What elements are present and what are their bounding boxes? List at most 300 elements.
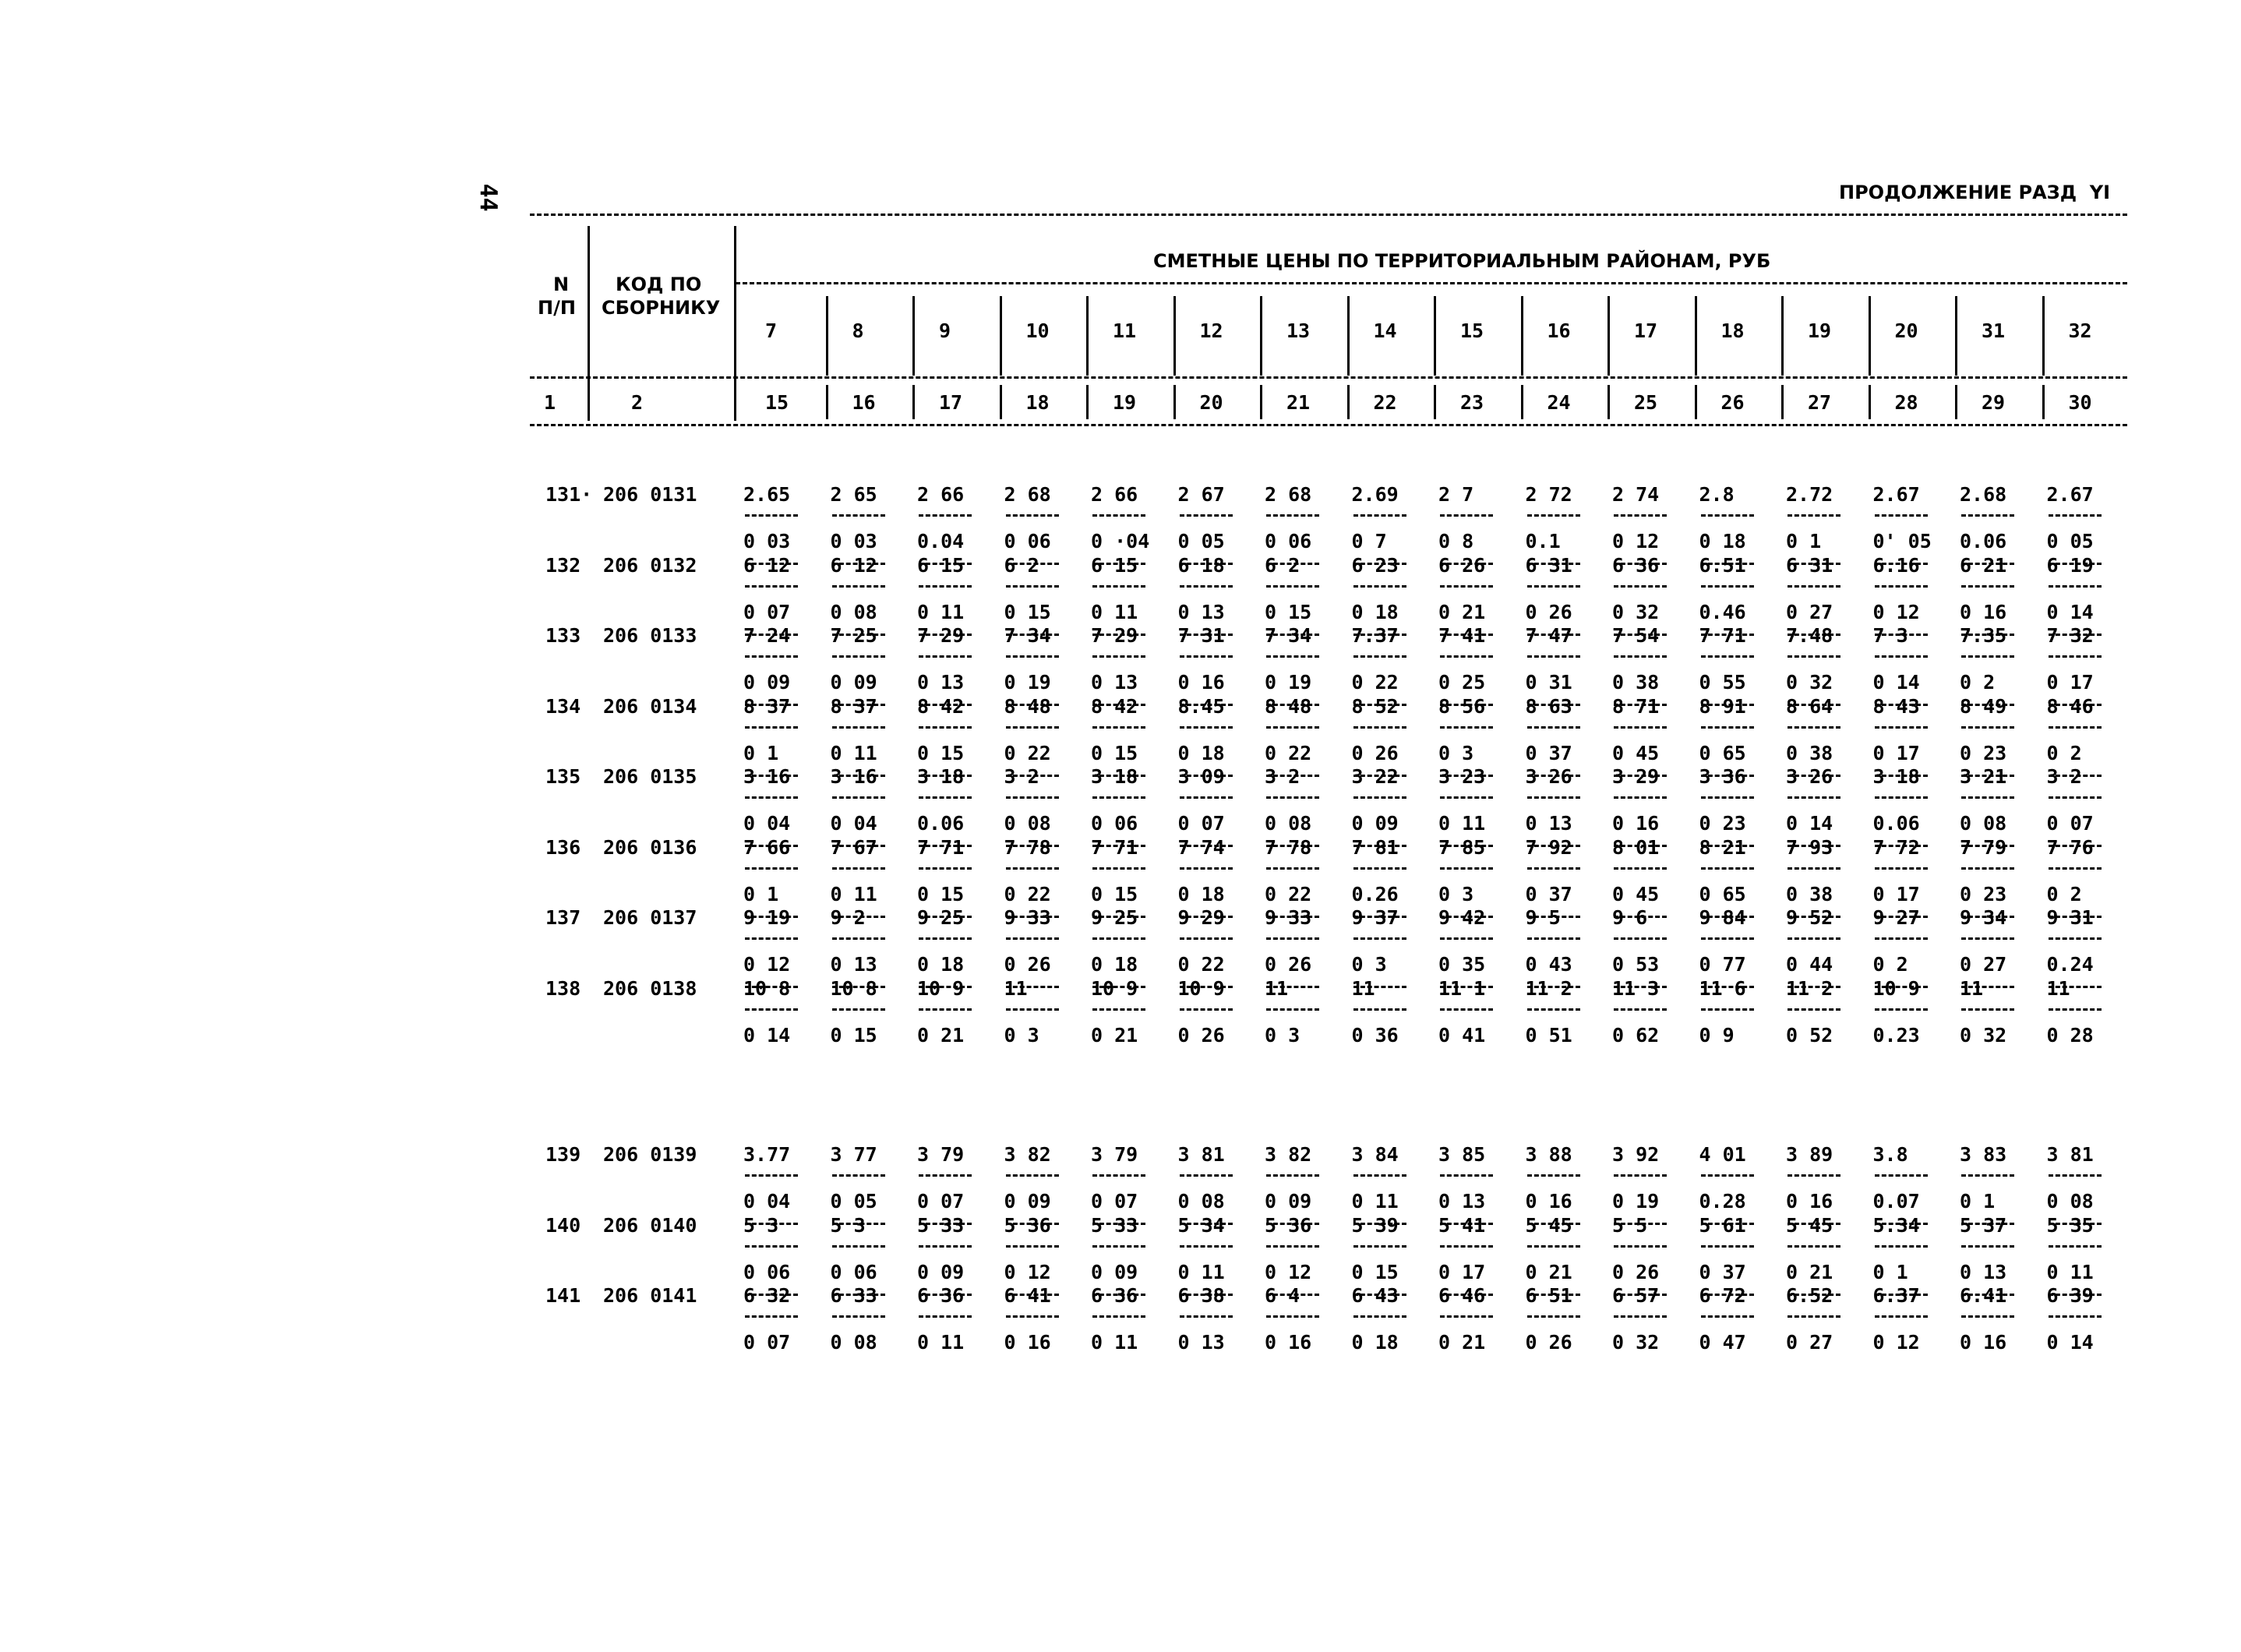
price-value: 3 36 (1699, 765, 1746, 788)
district-divider (1086, 296, 1089, 376)
num-label-1: N (553, 274, 570, 295)
price-value-secondary: 0 11 (1438, 812, 1486, 835)
district-divider (1000, 296, 1002, 376)
price-value: 6 2 (1004, 553, 1039, 577)
price-value: 5 36 (1004, 1213, 1051, 1237)
price-value-secondary: 0 17 (1872, 741, 1920, 764)
fraction-bar (1092, 655, 1145, 658)
price-value: 3 81 (2046, 1143, 2094, 1166)
price-value-secondary: 0 09 (917, 1260, 965, 1283)
price-value: 9 52 (1786, 906, 1833, 929)
fraction-bar (1180, 1245, 1233, 1248)
code-label-2: СБОРНИКУ (602, 297, 721, 319)
price-value: 3 26 (1525, 765, 1572, 788)
fraction-bar (1266, 585, 1319, 588)
price-value: 2.69 (1351, 483, 1399, 506)
fraction-bar (1092, 1315, 1145, 1318)
price-value: 6 15 (1091, 553, 1138, 577)
price-value: 3 85 (1438, 1143, 1486, 1166)
price-value-secondary: 0 13 (830, 953, 877, 976)
fraction-bar (1092, 796, 1145, 799)
price-value: 7 29 (1091, 624, 1138, 647)
fraction-bar (1788, 726, 1840, 729)
price-value: 9 25 (1091, 906, 1138, 929)
price-value-secondary: 0 62 (1612, 1023, 1660, 1047)
fraction-bar (1961, 585, 2014, 588)
district-divider (1781, 296, 1784, 376)
price-value-secondary: 0 21 (1786, 1260, 1833, 1283)
fraction-bar (745, 514, 798, 517)
fraction-bar (1961, 655, 2014, 658)
fraction-bar (745, 937, 798, 940)
fraction-bar (1788, 585, 1840, 588)
price-value-secondary: 0 26 (1004, 953, 1051, 976)
price-value-secondary: 0 11 (830, 741, 877, 764)
price-value: 3 29 (1612, 765, 1660, 788)
price-value: 11 3 (1612, 976, 1660, 1000)
price-value: 5 35 (2046, 1213, 2094, 1237)
fraction-bar (1180, 937, 1233, 940)
price-value-secondary: 0' 05 (1872, 530, 1932, 552)
price-value-secondary: 0.26 (1351, 882, 1399, 905)
price-value: 2 72 (1525, 483, 1572, 506)
fraction-bar (1353, 1245, 1406, 1248)
price-value-secondary: 0 2 (2046, 882, 2082, 905)
price-value-secondary: 0 12 (743, 953, 791, 976)
district-label: 13 (1286, 319, 1311, 342)
price-value: 6 32 (743, 1284, 791, 1307)
fraction-bar (1701, 867, 1754, 870)
price-value: 5 3 (743, 1213, 779, 1237)
fraction-bar (1527, 1245, 1580, 1248)
fraction-bar (1353, 585, 1406, 588)
price-value-secondary: 0 65 (1699, 882, 1746, 905)
price-value-secondary: 0 04 (830, 812, 877, 835)
price-value: 2 66 (917, 483, 965, 506)
fraction-bar (1266, 937, 1319, 940)
fraction-bar (1614, 585, 1667, 588)
fraction-bar (832, 514, 885, 517)
district-label: 15 (1460, 319, 1484, 342)
price-value: 3 79 (1091, 1143, 1138, 1166)
price-value: 9 6 (1612, 906, 1648, 929)
price-value-secondary: 0 09 (830, 671, 877, 694)
price-value-secondary: 0.06 (1960, 530, 2007, 552)
price-value-secondary: 0 11 (1091, 1331, 1138, 1354)
fraction-bar (1527, 1315, 1580, 1318)
fraction-bar (1092, 585, 1145, 588)
price-value: 7 32 (2046, 624, 2094, 647)
price-value: 6 36 (917, 1284, 965, 1307)
price-value-secondary: 0 26 (1177, 1023, 1225, 1047)
price-value: 3 18 (1872, 765, 1920, 788)
fraction-bar (1527, 1174, 1580, 1177)
price-value: 9 31 (2046, 906, 2094, 929)
fraction-bar (919, 796, 972, 799)
price-value-secondary: 0 3 (1004, 1023, 1039, 1047)
price-value: 9 37 (1351, 906, 1399, 929)
price-value-secondary: 0 14 (2046, 600, 2094, 623)
price-value-secondary: 0 12 (1872, 1331, 1920, 1354)
fraction-bar (1701, 1174, 1754, 1177)
price-value: 8 91 (1699, 694, 1746, 718)
price-value: 3 2 (1265, 765, 1300, 788)
price-value: 10 9 (1091, 976, 1138, 1000)
fraction-bar (745, 1315, 798, 1318)
fraction-bar (1614, 1315, 1667, 1318)
price-value: 6 72 (1699, 1284, 1746, 1307)
column-number-divider (1869, 385, 1871, 419)
fraction-bar (745, 726, 798, 729)
fraction-bar (919, 1245, 972, 1248)
column-number: 16 (852, 391, 876, 414)
fraction-bar (1961, 937, 2014, 940)
column-number: 28 (1894, 391, 1918, 414)
fraction-bar (1006, 585, 1059, 588)
price-value-secondary: 0 05 (1177, 530, 1225, 552)
price-value: 7 72 (1872, 835, 1920, 859)
price-value-secondary: 0 27 (1960, 953, 2007, 976)
price-value-secondary: 0.23 (1872, 1023, 1920, 1047)
fraction-bar (1875, 655, 1928, 658)
column-number-divider (1173, 385, 1176, 419)
fraction-bar (832, 867, 885, 870)
price-value-secondary: 0 12 (1004, 1260, 1051, 1283)
row-number: 137 (545, 906, 581, 929)
fraction-bar (1701, 937, 1754, 940)
fraction-bar (1266, 655, 1319, 658)
fraction-bar (1788, 514, 1840, 517)
price-value-secondary: 0 15 (830, 1023, 877, 1047)
price-value: 6 51 (1525, 1284, 1572, 1307)
fraction-bar (1961, 1008, 2014, 1011)
price-value-secondary: 0 19 (1265, 671, 1312, 694)
column-number-divider (1781, 385, 1784, 419)
district-divider (2042, 296, 2045, 376)
fraction-bar (745, 1245, 798, 1248)
price-value: 7 74 (1177, 835, 1225, 859)
fraction-bar (745, 1174, 798, 1177)
price-value: 5 41 (1438, 1213, 1486, 1237)
price-value-secondary: 0 09 (1004, 1190, 1051, 1213)
price-value-secondary: 0 07 (2046, 812, 2094, 835)
fraction-bar (1961, 796, 2014, 799)
price-value: 10 8 (830, 976, 877, 1000)
district-label: 9 (939, 319, 951, 342)
price-value-secondary: 0 37 (1525, 882, 1572, 905)
price-value: 7.35 (1960, 624, 2007, 647)
price-value: 7 93 (1786, 835, 1833, 859)
fraction-bar (1875, 1174, 1928, 1177)
price-value-secondary: 0 14 (1872, 671, 1920, 694)
fraction-bar (1006, 1008, 1059, 1011)
row-number: 139 (545, 1143, 581, 1166)
price-value: 3 88 (1525, 1143, 1572, 1166)
price-value-secondary: 0 32 (1612, 1331, 1660, 1354)
price-value-secondary: 0 12 (1612, 530, 1660, 552)
price-value-secondary: 0 65 (1699, 741, 1746, 764)
price-value-secondary: 0 06 (1004, 530, 1051, 552)
price-value-secondary: 0 13 (1525, 812, 1572, 835)
price-value-secondary: 0 18 (1091, 953, 1138, 976)
fraction-bar (1353, 796, 1406, 799)
price-value-secondary: 0 05 (2046, 530, 2094, 552)
fraction-bar (2049, 937, 2102, 940)
price-value-secondary: 0 23 (1960, 882, 2007, 905)
fraction-bar (1092, 1008, 1145, 1011)
fraction-bar (1353, 1315, 1406, 1318)
price-value-secondary: 0 22 (1004, 741, 1051, 764)
column-number-divider (1347, 385, 1350, 419)
price-value: 7 41 (1438, 624, 1486, 647)
price-value: 5 34 (1177, 1213, 1225, 1237)
price-value: 11 1 (1438, 976, 1486, 1000)
price-value-secondary: 0 11 (917, 1331, 965, 1354)
fraction-bar (1875, 726, 1928, 729)
price-value-secondary: 0 14 (2046, 1331, 2094, 1354)
price-value: 3 83 (1960, 1143, 2007, 1166)
price-value-secondary: 0.06 (1872, 812, 1920, 835)
price-value-secondary: 0 17 (2046, 671, 2094, 694)
fraction-bar (832, 1315, 885, 1318)
price-value: 2.72 (1786, 483, 1833, 506)
fraction-bar (1440, 867, 1493, 870)
column-number: 17 (939, 391, 963, 414)
price-value-secondary: 0 28 (2046, 1023, 2094, 1047)
price-value: 3 77 (830, 1143, 877, 1166)
price-value-secondary: 0 07 (743, 1331, 791, 1354)
row-number: 131· (545, 483, 593, 506)
fraction-bar (1788, 867, 1840, 870)
fraction-bar (832, 655, 885, 658)
fraction-bar (1788, 937, 1840, 940)
price-value: 8 48 (1265, 694, 1312, 718)
price-value: 3.8 (1872, 1143, 1908, 1166)
district-divider (1173, 296, 1176, 376)
price-value-secondary: 0.28 (1699, 1190, 1746, 1213)
row-code: 206 0131 (603, 483, 697, 506)
price-value: 8 46 (2046, 694, 2094, 718)
price-value: 9 33 (1004, 906, 1051, 929)
fraction-bar (1875, 1245, 1928, 1248)
column-number: 29 (1982, 391, 2006, 414)
district-divider (1260, 296, 1262, 376)
district-label: 14 (1373, 319, 1397, 342)
price-value: 2 74 (1612, 483, 1660, 506)
price-value: 6 21 (1960, 553, 2007, 577)
row-code: 206 0136 (603, 835, 697, 859)
fraction-bar (1266, 1174, 1319, 1177)
fraction-bar (1180, 1315, 1233, 1318)
fraction-bar (1353, 1174, 1406, 1177)
fraction-bar (1961, 514, 2014, 517)
fraction-bar (1180, 726, 1233, 729)
price-value: 7 54 (1612, 624, 1660, 647)
fraction-bar (1266, 1008, 1319, 1011)
fraction-bar (2049, 585, 2102, 588)
fraction-bar (1266, 1245, 1319, 1248)
price-value-secondary: 0 22 (1265, 741, 1312, 764)
price-value: 6 26 (1438, 553, 1486, 577)
price-value-secondary: 0 26 (1612, 1260, 1660, 1283)
fraction-bar (832, 1245, 885, 1248)
price-value-secondary: 0 06 (1265, 530, 1312, 552)
fraction-bar (1440, 796, 1493, 799)
price-value-secondary: 0 26 (1525, 600, 1572, 623)
fraction-bar (1875, 585, 1928, 588)
fraction-bar (1353, 655, 1406, 658)
num-label-2: П/П (538, 297, 576, 319)
row-code: 206 0133 (603, 624, 697, 647)
price-value-secondary: 0 18 (1699, 530, 1746, 552)
price-value: 2.68 (1960, 483, 2007, 506)
column-number: 21 (1286, 391, 1311, 414)
price-value: 9 5 (1525, 906, 1561, 929)
price-value-secondary: 0 09 (1091, 1260, 1138, 1283)
fraction-bar (1006, 1245, 1059, 1248)
fraction-bar (2049, 726, 2102, 729)
price-value: 5 61 (1699, 1213, 1746, 1237)
price-value: 3 22 (1351, 765, 1399, 788)
price-value: 7 85 (1438, 835, 1486, 859)
fraction-bar (919, 1008, 972, 1011)
fraction-bar (1788, 1315, 1840, 1318)
price-value-secondary: 0 27 (1786, 1331, 1833, 1354)
price-value-secondary: 0 41 (1438, 1023, 1486, 1047)
column-number-divider (1695, 385, 1697, 419)
price-value: 8 37 (830, 694, 877, 718)
price-value: 7 29 (917, 624, 965, 647)
price-value-secondary: 0 08 (1004, 812, 1051, 835)
price-value-secondary: 0 09 (743, 671, 791, 694)
fraction-bar (1527, 1008, 1580, 1011)
price-value-secondary: 0 17 (1872, 882, 1920, 905)
fraction-bar (1701, 1315, 1754, 1318)
fraction-bar (1006, 937, 1059, 940)
price-value-secondary: 0 38 (1612, 671, 1660, 694)
price-value: 7 79 (1960, 835, 2007, 859)
price-value-secondary: 0 17 (1438, 1260, 1486, 1283)
price-value-secondary: 0 32 (1786, 671, 1833, 694)
price-value: 5 33 (1091, 1213, 1138, 1237)
price-value: 8 71 (1612, 694, 1660, 718)
fraction-bar (1353, 867, 1406, 870)
fraction-bar (1788, 1174, 1840, 1177)
price-value: 9 34 (1960, 906, 2007, 929)
price-value-secondary: 0 27 (1786, 600, 1833, 623)
fraction-bar (1006, 796, 1059, 799)
price-value-secondary: 0 11 (1177, 1260, 1225, 1283)
price-value: 3 2 (1004, 765, 1039, 788)
price-value-secondary: 0 15 (917, 741, 965, 764)
price-value-secondary: 0 11 (917, 600, 965, 623)
price-value: 8 49 (1960, 694, 2007, 718)
price-value-secondary: 0 16 (1960, 1331, 2007, 1354)
price-value-secondary: 0 14 (743, 1023, 791, 1047)
price-value-secondary: 0 13 (1177, 600, 1225, 623)
price-value-secondary: 0 3 (1438, 882, 1474, 905)
price-value: 6 19 (2046, 553, 2094, 577)
price-value: 3 18 (917, 765, 965, 788)
fraction-bar (1180, 1008, 1233, 1011)
fraction-bar (1006, 514, 1059, 517)
price-value: 8 01 (1612, 835, 1660, 859)
price-value-secondary: 0 38 (1786, 741, 1833, 764)
district-divider (1521, 296, 1523, 376)
fraction-bar (1092, 514, 1145, 517)
price-value-secondary: 0 22 (1177, 953, 1225, 976)
price-value-secondary: 0 11 (2046, 1260, 2094, 1283)
price-value-secondary: 0 3 (1265, 1023, 1300, 1047)
price-value-secondary: 0 09 (1351, 812, 1399, 835)
price-value: 9 84 (1699, 906, 1746, 929)
fraction-bar (1614, 1245, 1667, 1248)
price-value-secondary: 0 3 (1438, 741, 1474, 764)
fraction-bar (1701, 1008, 1754, 1011)
price-value-secondary: 0.04 (917, 530, 965, 552)
price-value-secondary: 0 15 (1265, 600, 1312, 623)
district-label: 11 (1113, 319, 1137, 342)
fraction-bar (1006, 1174, 1059, 1177)
district-divider (1695, 296, 1697, 376)
price-value-secondary: 0 9 (1699, 1023, 1735, 1047)
price-value: 6 38 (1177, 1284, 1225, 1307)
price-value: 6.52 (1786, 1284, 1833, 1307)
row-number: 132 (545, 553, 581, 577)
price-value-secondary: 0 08 (1960, 812, 2007, 835)
page-number: 44 (474, 183, 502, 212)
price-value-secondary: 0 15 (1004, 600, 1051, 623)
fraction-bar (2049, 867, 2102, 870)
column-number: 15 (765, 391, 789, 414)
column-number: 25 (1634, 391, 1658, 414)
price-value-secondary: 0 18 (1351, 600, 1399, 623)
fraction-bar (1266, 1315, 1319, 1318)
price-value-secondary: 0 47 (1699, 1331, 1746, 1354)
fraction-bar (1180, 1174, 1233, 1177)
district-divider (1434, 296, 1436, 376)
fraction-bar (1701, 514, 1754, 517)
fraction-bar (919, 1174, 972, 1177)
price-value-secondary: 0 13 (1177, 1331, 1225, 1354)
fraction-bar (1440, 585, 1493, 588)
price-value-secondary: 0 3 (1351, 953, 1387, 976)
price-value-secondary: 0 38 (1786, 882, 1833, 905)
column-number: 26 (1720, 391, 1745, 414)
price-value-secondary: 0 2 (1960, 671, 1996, 694)
price-value: 3.77 (743, 1143, 791, 1166)
fraction-bar (2049, 1174, 2102, 1177)
fraction-bar (1701, 1245, 1754, 1248)
price-value-secondary: 0.24 (2046, 953, 2094, 976)
fraction-bar (2049, 796, 2102, 799)
price-value: 7 67 (830, 835, 877, 859)
fraction-bar (1614, 514, 1667, 517)
price-value: 7 81 (1351, 835, 1399, 859)
fraction-bar (1527, 585, 1580, 588)
price-value: 7.48 (1786, 624, 1833, 647)
fraction-bar (1788, 796, 1840, 799)
code-label-1: КОД ПО (616, 274, 702, 295)
price-value-secondary: 0 23 (1699, 812, 1746, 835)
price-value: 8 37 (743, 694, 791, 718)
fraction-bar (1788, 655, 1840, 658)
price-value-secondary: 0.06 (917, 812, 965, 835)
price-value: 9 29 (1177, 906, 1225, 929)
fraction-bar (1875, 867, 1928, 870)
price-value: 2 68 (1265, 483, 1312, 506)
price-value-secondary: 0 19 (1004, 671, 1051, 694)
